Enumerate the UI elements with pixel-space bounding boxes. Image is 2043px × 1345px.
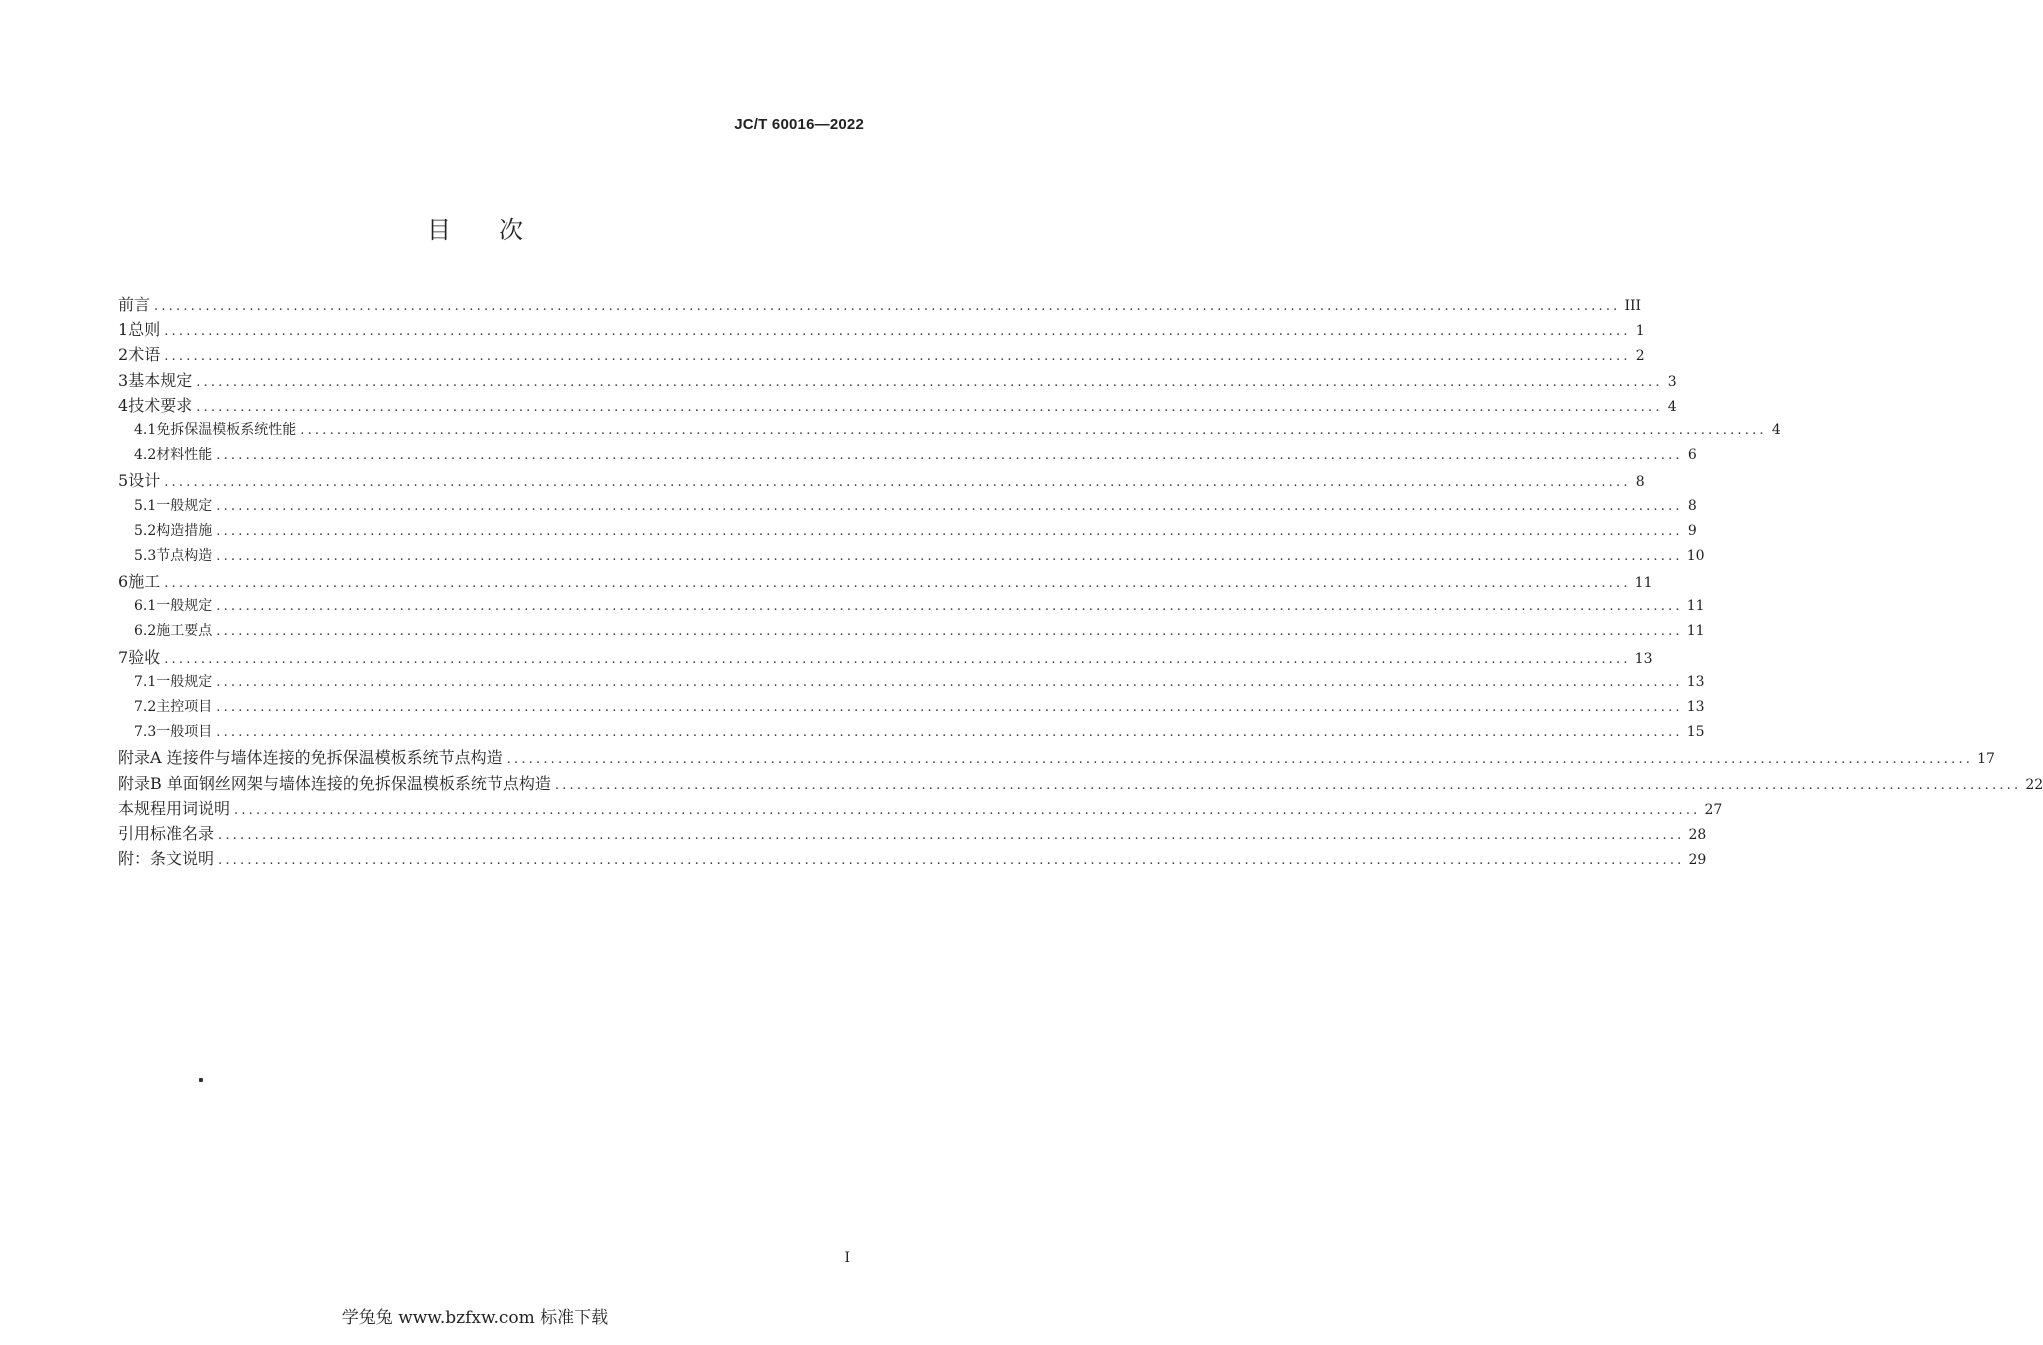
- toc-leader-dots: ........................................................................................................................................................................................................: [196, 374, 1663, 390]
- toc-entry-label: 本规程用词说明: [118, 798, 231, 818]
- toc-entry[interactable]: [118, 393, 1677, 418]
- toc-entry-label: 材料性能: [156, 447, 213, 464]
- toc-leader-dots: ........................................................................................................................................................................................................: [216, 599, 1683, 615]
- toc-entry-number: 4.2: [134, 447, 157, 464]
- page-title: 目次: [427, 216, 571, 244]
- toc-entry-label: 术语: [128, 345, 161, 365]
- toc-leader-dots: ........................................................................................................................................................................................................: [216, 548, 1683, 564]
- toc-entry-number: 5.1: [134, 497, 157, 514]
- toc-entry[interactable]: [118, 519, 1697, 544]
- toc-entry-label: 免拆保温模板系统性能: [156, 421, 297, 438]
- toc-entry[interactable]: [118, 796, 1723, 821]
- toc-entry-label: 一般规定: [156, 673, 213, 690]
- toc-entry-label: 主控项目: [156, 699, 213, 715]
- toc-entry-number: 7: [118, 647, 129, 667]
- toc-leader-dots: ........................................................................................................................................................................................................: [234, 802, 1701, 818]
- toc-entry-number: 7.1: [134, 673, 157, 690]
- toc-leader-dots: ........................................................................................................................................................................................................: [554, 777, 2022, 793]
- toc-entry-page: 10: [1686, 547, 1705, 564]
- toc-leader-dots: ........................................................................................................................................................................................................: [216, 674, 1683, 690]
- toc-entry-page: 6: [1687, 447, 1697, 464]
- toc-entry-label: 前言: [118, 295, 151, 314]
- standard-code: JC/T 60016—2022: [734, 116, 864, 133]
- toc-entry-label: 设计: [128, 471, 161, 491]
- toc-entry-page: 27: [1704, 801, 1723, 818]
- toc-entry-number: 6: [118, 572, 129, 592]
- toc-entry-number: 5: [118, 471, 129, 491]
- toc-entry-page: 8: [1687, 497, 1697, 514]
- toc-entry-label: 总则: [128, 320, 161, 340]
- toc-entry[interactable]: [118, 720, 1705, 745]
- toc-entry[interactable]: [118, 468, 1645, 493]
- toc-entry-page: 28: [1688, 826, 1707, 843]
- toc-entry-number: 1: [118, 320, 129, 340]
- toc-entry-label: 技术要求: [128, 395, 193, 415]
- toc-entry-number: 7.3: [134, 724, 157, 741]
- toc-entry-page: 1: [1635, 323, 1645, 340]
- toc-entry[interactable]: [118, 368, 1677, 393]
- toc-entry[interactable]: [118, 317, 1645, 342]
- toc-entry[interactable]: [118, 695, 1705, 720]
- toc-entry-number: 4: [118, 395, 129, 415]
- toc-entry-label: 附：条文说明: [118, 849, 215, 869]
- toc-entry-page: 13: [1686, 673, 1705, 690]
- stray-mark: [199, 1078, 203, 1082]
- toc-entry-page: 22: [2025, 776, 2043, 793]
- toc-entry[interactable]: [118, 645, 1653, 670]
- toc-entry-label: 一般规定: [156, 497, 213, 514]
- toc-entry-number: 4.1: [134, 421, 157, 438]
- toc-entry-number: 7.2: [134, 699, 157, 715]
- toc-entry-number: 3: [118, 370, 129, 390]
- toc-entry-page: 17: [1977, 751, 1995, 768]
- toc-entry[interactable]: [118, 544, 1705, 569]
- toc-entry-page: 4: [1667, 398, 1677, 415]
- toc-entry-label: 构造措施: [156, 522, 213, 539]
- toc-entry-number: 5.3: [134, 547, 157, 564]
- toc-entry-page: 11: [1634, 575, 1653, 592]
- toc-entry-page: 11: [1686, 598, 1705, 615]
- toc-entry-page: 29: [1688, 852, 1707, 869]
- toc-leader-dots: ........................................................................................................................................................................................................: [216, 448, 1683, 464]
- toc-entry[interactable]: [118, 771, 2043, 796]
- toc-entry-label: 验收: [128, 647, 161, 667]
- page-number: I: [844, 1250, 850, 1266]
- toc-entry-label: 施工: [128, 572, 161, 592]
- toc-entry-number: 6.1: [134, 598, 157, 615]
- toc-entry-page: 8: [1635, 474, 1645, 491]
- toc-leader-dots: ........................................................................................................................................................................................................: [218, 853, 1685, 869]
- toc-leader-dots: ........................................................................................................................................................................................................: [164, 651, 1631, 667]
- toc-leader-dots: ........................................................................................................................................................................................................: [154, 299, 1621, 314]
- toc-entry-number: 5.2: [134, 522, 157, 539]
- toc-entry-page: 3: [1667, 373, 1677, 390]
- toc-entry[interactable]: [118, 569, 1653, 594]
- toc-entry-label: 施工要点: [156, 623, 213, 640]
- footer-watermark: 学兔兔 www.bzfxw.com 标准下载: [341, 1308, 609, 1328]
- toc-entry-page: 13: [1634, 650, 1653, 667]
- toc-entry-page: 11: [1686, 623, 1705, 640]
- toc-entry[interactable]: [118, 443, 1697, 468]
- toc-leader-dots: ........................................................................................................................................................................................................: [216, 498, 1683, 514]
- toc-entry-label: 基本规定: [128, 370, 193, 390]
- table-of-contents: [118, 292, 2043, 871]
- toc-entry[interactable]: [118, 418, 1781, 443]
- toc-leader-dots: ........................................................................................................................................................................................................: [218, 827, 1685, 843]
- toc-leader-dots: ........................................................................................................................................................................................................: [196, 399, 1663, 415]
- toc-entry[interactable]: [118, 821, 1707, 846]
- toc-entry-number: 6.2: [134, 623, 157, 640]
- toc-entry[interactable]: [118, 745, 1995, 770]
- toc-entry-label: 节点构造: [156, 547, 213, 564]
- toc-entry-page: 2: [1635, 348, 1645, 365]
- toc-leader-dots: ........................................................................................................................................................................................................: [216, 523, 1683, 539]
- toc-leader-dots: ........................................................................................................................................................................................................: [216, 624, 1683, 640]
- toc-entry[interactable]: [118, 670, 1705, 695]
- toc-entry-label: 附录A 连接件与墙体连接的免拆保温模板系统节点构造: [118, 748, 503, 768]
- toc-entry[interactable]: [118, 619, 1705, 644]
- toc-leader-dots: ........................................................................................................................................................................................................: [164, 576, 1631, 592]
- toc-leader-dots: ........................................................................................................................................................................................................: [506, 752, 1974, 768]
- toc-entry-page: 13: [1686, 699, 1705, 715]
- toc-leader-dots: ........................................................................................................................................................................................................: [164, 324, 1631, 340]
- toc-entry[interactable]: [118, 342, 1645, 367]
- toc-leader-dots: ........................................................................................................................................................................................................: [216, 725, 1683, 741]
- toc-leader-dots: ........................................................................................................................................................................................................: [216, 700, 1683, 715]
- toc-entry[interactable]: [118, 292, 1642, 317]
- toc-leader-dots: ........................................................................................................................................................................................................: [300, 422, 1767, 438]
- toc-entry-page: 4: [1771, 421, 1781, 438]
- toc-entry-page: III: [1624, 298, 1642, 314]
- toc-leader-dots: ........................................................................................................................................................................................................: [164, 349, 1631, 365]
- toc-leader-dots: ........................................................................................................................................................................................................: [164, 475, 1631, 491]
- toc-entry-page: 15: [1686, 724, 1705, 741]
- toc-entry-label: 一般项目: [156, 724, 213, 741]
- toc-entry-number: 2: [118, 345, 129, 365]
- toc-entry[interactable]: [118, 594, 1705, 619]
- toc-entry-page: 9: [1687, 522, 1697, 539]
- toc-entry-label: 引用标准名录: [118, 823, 215, 843]
- toc-entry[interactable]: [118, 846, 1707, 871]
- toc-entry-label: 附录B 单面钢丝网架与墙体连接的免拆保温模板系统节点构造: [118, 773, 551, 793]
- toc-entry[interactable]: [118, 494, 1697, 519]
- toc-entry-label: 一般规定: [156, 598, 213, 615]
